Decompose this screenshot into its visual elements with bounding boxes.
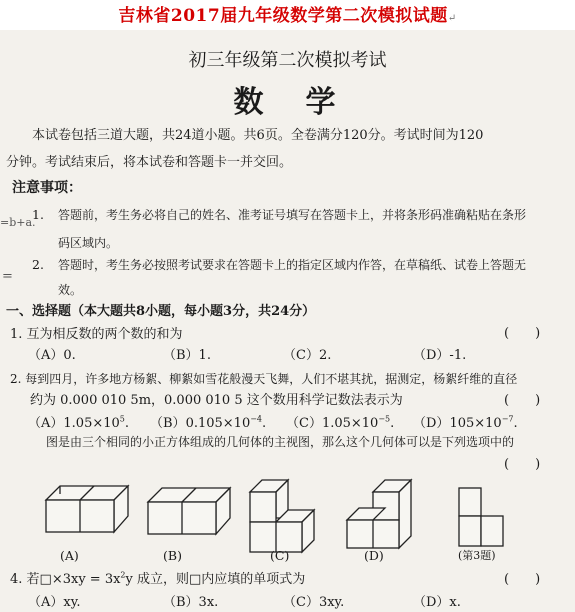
- q1-stem: 1. 互为相反数的两个数的和为: [10, 327, 183, 342]
- q4-stem: [10, 571, 305, 588]
- front-view-bottom-right-square: [481, 516, 503, 546]
- figure-d-side-face: [399, 480, 411, 548]
- q1-answer-blank: ( ): [504, 326, 541, 341]
- figure-b-solid: [146, 484, 226, 544]
- q2-option-a: [28, 415, 129, 432]
- q4-option-b: （B）3x.: [163, 595, 219, 610]
- figure-c-solid: [248, 478, 328, 558]
- q2-option-a-base: 1.05×10: [63, 416, 120, 431]
- q2-option-c-label: （C）: [286, 416, 322, 431]
- notes-heading: 注意事项：: [12, 180, 82, 196]
- q2-stem-line-2: 约为 0.000 010 5m，0.000 010 5 这个数用科学记数法表示为: [30, 393, 403, 408]
- q3-answer-blank: ( ): [504, 457, 541, 472]
- q2-option-c-end: .: [390, 416, 395, 431]
- q2-option-d-label: （D）: [413, 416, 450, 431]
- note-2-line-1: 答题时，考生务必按照考试要求在答题卡上的指定区域内作答，在草稿纸、试卷上答题无: [58, 258, 527, 272]
- q1-option-b: （B）1.: [163, 348, 211, 363]
- q4-option-a: （A）xy.: [28, 595, 81, 610]
- exam-paper-scan: [0, 30, 575, 612]
- note-1-number: 1.: [32, 207, 44, 222]
- margin-scrawl: =b+a.: [0, 216, 36, 229]
- q2-option-c: [286, 415, 394, 432]
- q2-option-a-label: （A）: [28, 416, 64, 431]
- front-view-figure: [457, 486, 517, 556]
- figure-a-label: (A): [60, 548, 79, 563]
- q2-answer-blank: ( ): [504, 393, 541, 408]
- q4-stem-exponent: 2: [120, 570, 126, 580]
- q4-stem-part-a: 4. 若□×3xy = 3x: [10, 572, 121, 587]
- q1-option-d: （D）-1.: [413, 348, 467, 363]
- figure-c-label: (C): [270, 548, 290, 563]
- exam-title: 初三年级第二次模拟考试: [188, 50, 387, 71]
- document-banner-title: [0, 4, 575, 28]
- q2-option-d-base: 105×10: [449, 416, 502, 431]
- figure-d-solid: [345, 478, 441, 558]
- front-view-bottom-left-square: [459, 516, 481, 546]
- q2-option-b-label: （B）: [150, 416, 186, 431]
- note-2-number: 2.: [32, 257, 44, 272]
- margin-equal-sign: =: [2, 269, 13, 284]
- q2-option-a-exponent: 5: [119, 414, 125, 424]
- q4-option-c: （C）3xy.: [283, 595, 345, 610]
- paragraph-mark: ↵: [447, 13, 457, 24]
- q2-option-b-base: 0.105×10: [185, 416, 251, 431]
- section-1-heading: 一、选择题（本大题共8小题，每小题3分，共24分）: [6, 304, 316, 319]
- q3-stem: 图是由三个相同的小正方体组成的几何体的主视图，那么这个几何体可以是下列选项中的: [46, 435, 515, 449]
- q4-stem-part-b: y 成立，则□内应填的单项式为: [125, 572, 306, 587]
- q1-option-a: （A）0.: [28, 348, 76, 363]
- note-1-line-1: 答题前，考生务必将自己的姓名、准考证号填写在答题卡上，并将条形码准确粘贴在条形: [58, 208, 527, 222]
- q2-option-d: [413, 415, 518, 432]
- figure-a-solid: [44, 484, 124, 544]
- q4-answer-blank: ( ): [504, 572, 541, 587]
- figure-b-label: (B): [163, 548, 182, 563]
- q2-option-b: [150, 415, 266, 432]
- q4-option-d: （D）x.: [413, 595, 461, 610]
- subject-title: 数 学: [233, 85, 342, 120]
- note-1-line-2: 码区域内。: [58, 236, 119, 250]
- intro-line-1: 本试卷包括三道大题，共24道小题。共6页。全卷满分120分。考试时间为120: [32, 128, 484, 143]
- banner-title: 吉林省2017届九年级数学第二次模拟试题: [118, 6, 448, 26]
- q2-option-c-base: 1.05×10: [321, 416, 379, 431]
- q2-option-b-end: .: [262, 416, 267, 431]
- q2-option-d-end: .: [513, 416, 518, 431]
- front-view-top-square: [459, 488, 481, 516]
- q2-option-b-exponent: −4: [250, 414, 263, 424]
- note-2-line-2: 效。: [58, 283, 83, 297]
- front-view-caption: (第3题): [458, 549, 496, 562]
- q2-option-a-end: .: [124, 416, 130, 431]
- figure-c-upper-front-face: [250, 492, 276, 522]
- q2-stem-line-1: 2. 每到四月，许多地方杨絮、柳絮如雪花般漫天飞舞，人们不堪其扰，据测定，杨絮纤维的直径: [10, 372, 518, 386]
- q2-option-c-exponent: −5: [378, 414, 391, 424]
- figure-d-label: (D): [364, 548, 384, 563]
- intro-line-2: 分钟。考试结束后，将本试卷和答题卡一并交回。: [6, 155, 293, 170]
- q1-option-c: （C）2.: [283, 348, 332, 363]
- q2-option-d-exponent: −7: [501, 414, 514, 424]
